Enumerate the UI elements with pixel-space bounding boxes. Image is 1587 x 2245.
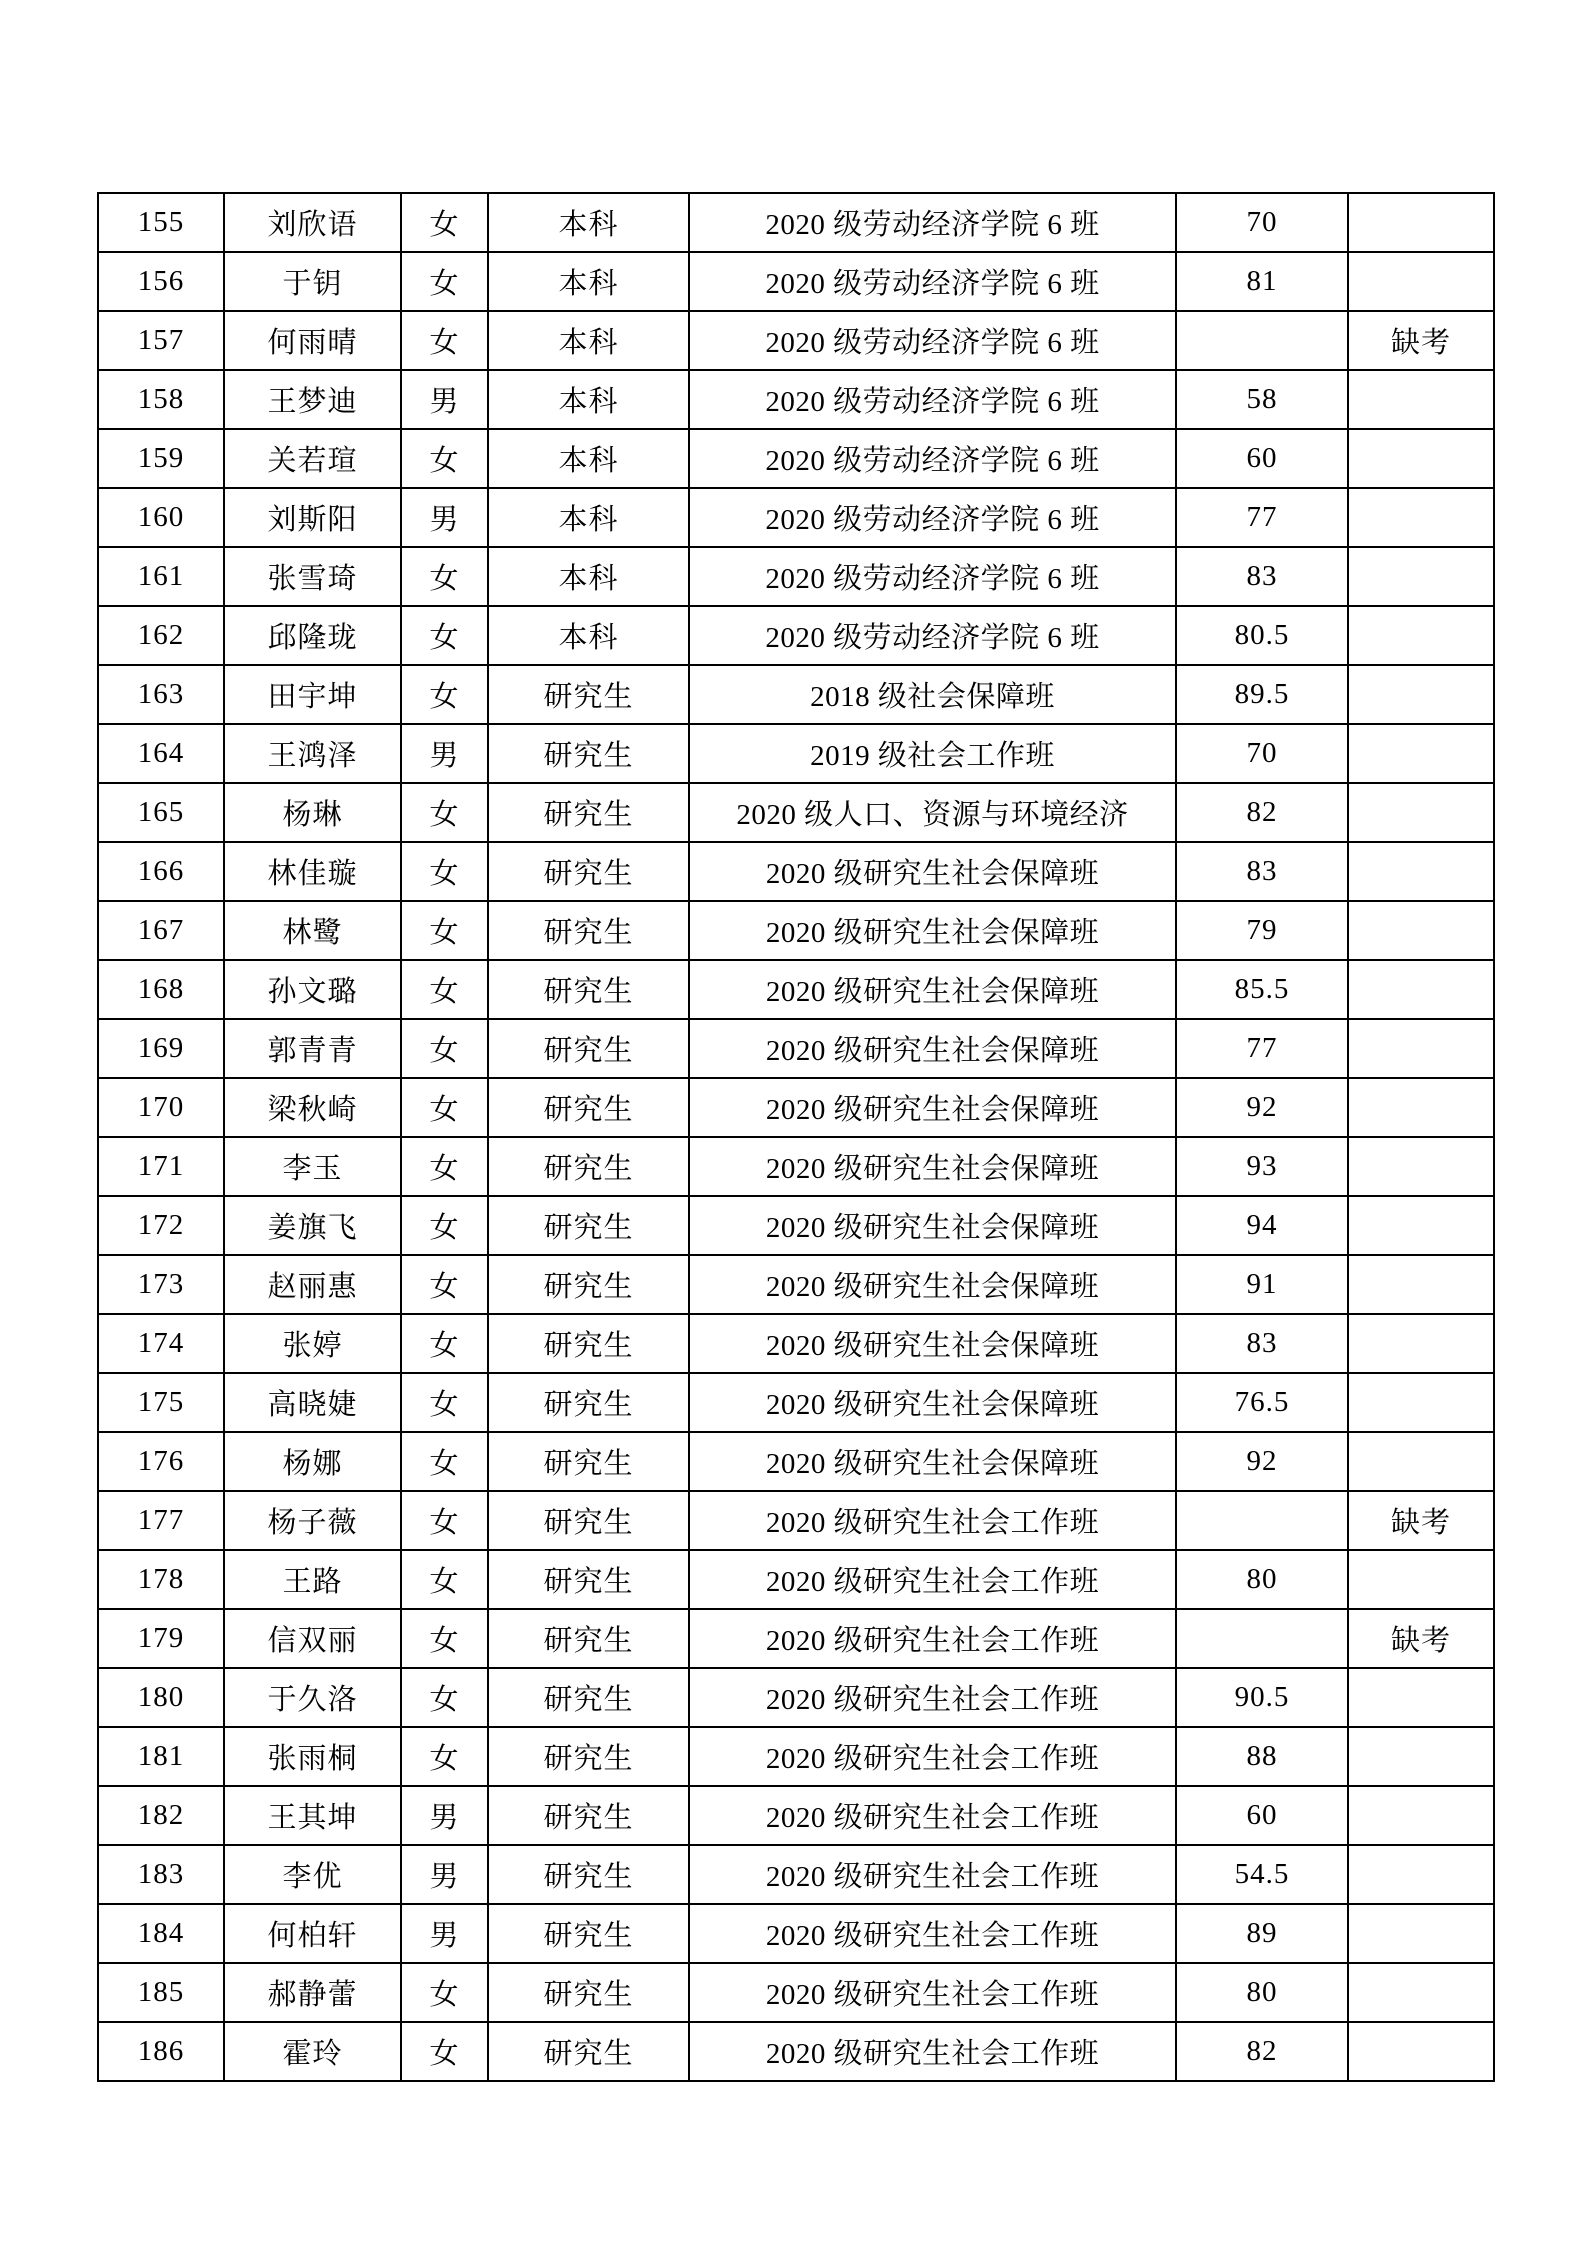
table-row [98,1196,1494,1255]
table-row [98,783,1494,842]
remark-cell [1348,1432,1494,1491]
table-row [98,1845,1494,1904]
table-row [98,488,1494,547]
serial-number-cell: 176 [98,1432,224,1491]
gender-cell: 女 [401,311,488,370]
student-name-cell: 邱隆珑 [224,606,401,665]
remark-cell [1348,252,1494,311]
degree-level-cell: 研究生 [488,1432,689,1491]
serial-number-cell: 164 [98,724,224,783]
serial-number-cell: 181 [98,1727,224,1786]
gender-cell: 女 [401,1432,488,1491]
student-score-table [97,192,1495,2082]
degree-level-cell: 本科 [488,193,689,252]
student-name-cell: 刘欣语 [224,193,401,252]
class-name-cell: 2020 级研究生社会保障班 [689,1373,1176,1432]
score-cell: 76.5 [1176,1373,1348,1432]
student-name-cell: 何雨晴 [224,311,401,370]
table-row [98,842,1494,901]
table-row [98,429,1494,488]
table-row [98,1904,1494,1963]
remark-cell [1348,2022,1494,2081]
serial-number-cell: 168 [98,960,224,1019]
score-cell: 92 [1176,1432,1348,1491]
score-table-body [98,193,1494,2081]
score-cell: 70 [1176,193,1348,252]
serial-number-cell: 180 [98,1668,224,1727]
student-name-cell: 张婷 [224,1314,401,1373]
table-row [98,1137,1494,1196]
gender-cell: 男 [401,724,488,783]
student-name-cell: 王梦迪 [224,370,401,429]
degree-level-cell: 研究生 [488,783,689,842]
degree-level-cell: 本科 [488,606,689,665]
remark-cell: 缺考 [1348,1609,1494,1668]
score-cell: 81 [1176,252,1348,311]
degree-level-cell: 本科 [488,429,689,488]
student-name-cell: 张雪琦 [224,547,401,606]
degree-level-cell: 本科 [488,252,689,311]
serial-number-cell: 179 [98,1609,224,1668]
serial-number-cell: 158 [98,370,224,429]
serial-number-cell: 169 [98,1019,224,1078]
remark-cell [1348,724,1494,783]
serial-number-cell: 177 [98,1491,224,1550]
degree-level-cell: 研究生 [488,1786,689,1845]
degree-level-cell: 研究生 [488,960,689,1019]
table-row [98,1668,1494,1727]
gender-cell: 女 [401,547,488,606]
score-cell: 80 [1176,1550,1348,1609]
serial-number-cell: 159 [98,429,224,488]
remark-cell [1348,1314,1494,1373]
gender-cell: 女 [401,1609,488,1668]
score-cell: 83 [1176,842,1348,901]
serial-number-cell: 186 [98,2022,224,2081]
student-name-cell: 姜旗飞 [224,1196,401,1255]
student-name-cell: 李玉 [224,1137,401,1196]
class-name-cell: 2020 级劳动经济学院 6 班 [689,252,1176,311]
gender-cell: 女 [401,193,488,252]
remark-cell [1348,1904,1494,1963]
score-cell: 89.5 [1176,665,1348,724]
degree-level-cell: 研究生 [488,724,689,783]
table-row [98,1432,1494,1491]
remark-cell [1348,1550,1494,1609]
degree-level-cell: 研究生 [488,1196,689,1255]
student-name-cell: 张雨桐 [224,1727,401,1786]
degree-level-cell: 本科 [488,370,689,429]
table-row [98,1255,1494,1314]
score-cell: 80 [1176,1963,1348,2022]
student-name-cell: 刘斯阳 [224,488,401,547]
remark-cell [1348,960,1494,1019]
serial-number-cell: 171 [98,1137,224,1196]
degree-level-cell: 研究生 [488,842,689,901]
remark-cell [1348,1373,1494,1432]
student-name-cell: 郝静蕾 [224,1963,401,2022]
class-name-cell: 2020 级研究生社会保障班 [689,1137,1176,1196]
class-name-cell: 2020 级人口、资源与环境经济 [689,783,1176,842]
serial-number-cell: 163 [98,665,224,724]
gender-cell: 女 [401,2022,488,2081]
remark-cell [1348,1019,1494,1078]
gender-cell: 女 [401,842,488,901]
serial-number-cell: 166 [98,842,224,901]
degree-level-cell: 研究生 [488,1904,689,1963]
degree-level-cell: 研究生 [488,1550,689,1609]
gender-cell: 女 [401,960,488,1019]
gender-cell: 女 [401,1137,488,1196]
remark-cell [1348,1786,1494,1845]
class-name-cell: 2020 级研究生社会工作班 [689,1491,1176,1550]
serial-number-cell: 182 [98,1786,224,1845]
remark-cell [1348,1255,1494,1314]
degree-level-cell: 研究生 [488,1845,689,1904]
score-cell: 82 [1176,2022,1348,2081]
gender-cell: 女 [401,429,488,488]
remark-cell [1348,1668,1494,1727]
class-name-cell: 2020 级研究生社会保障班 [689,1314,1176,1373]
table-row [98,1491,1494,1550]
serial-number-cell: 155 [98,193,224,252]
remark-cell [1348,193,1494,252]
class-name-cell: 2020 级研究生社会保障班 [689,1078,1176,1137]
gender-cell: 男 [401,370,488,429]
serial-number-cell: 156 [98,252,224,311]
gender-cell: 男 [401,1786,488,1845]
class-name-cell: 2018 级社会保障班 [689,665,1176,724]
gender-cell: 女 [401,1550,488,1609]
gender-cell: 女 [401,901,488,960]
table-row [98,606,1494,665]
degree-level-cell: 研究生 [488,1963,689,2022]
degree-level-cell: 研究生 [488,1137,689,1196]
student-name-cell: 赵丽惠 [224,1255,401,1314]
serial-number-cell: 183 [98,1845,224,1904]
gender-cell: 女 [401,1196,488,1255]
gender-cell: 女 [401,1668,488,1727]
remark-cell [1348,1196,1494,1255]
score-cell: 93 [1176,1137,1348,1196]
score-cell [1176,1491,1348,1550]
remark-cell [1348,1963,1494,2022]
gender-cell: 女 [401,1078,488,1137]
serial-number-cell: 157 [98,311,224,370]
gender-cell: 男 [401,1845,488,1904]
student-name-cell: 高晓婕 [224,1373,401,1432]
score-cell: 92 [1176,1078,1348,1137]
table-row [98,960,1494,1019]
remark-cell [1348,429,1494,488]
remark-cell [1348,547,1494,606]
gender-cell: 女 [401,1963,488,2022]
class-name-cell: 2020 级研究生社会保障班 [689,1019,1176,1078]
table-row [98,901,1494,960]
serial-number-cell: 174 [98,1314,224,1373]
gender-cell: 女 [401,1727,488,1786]
degree-level-cell: 研究生 [488,1491,689,1550]
degree-level-cell: 本科 [488,311,689,370]
gender-cell: 女 [401,252,488,311]
class-name-cell: 2020 级研究生社会工作班 [689,1727,1176,1786]
table-row [98,1963,1494,2022]
table-row [98,311,1494,370]
student-name-cell: 王其坤 [224,1786,401,1845]
score-cell: 83 [1176,1314,1348,1373]
degree-level-cell: 研究生 [488,1255,689,1314]
score-cell: 58 [1176,370,1348,429]
student-name-cell: 王鸿泽 [224,724,401,783]
table-row [98,1786,1494,1845]
class-name-cell: 2020 级研究生社会工作班 [689,1609,1176,1668]
class-name-cell: 2020 级研究生社会保障班 [689,960,1176,1019]
serial-number-cell: 167 [98,901,224,960]
remark-cell: 缺考 [1348,1491,1494,1550]
serial-number-cell: 165 [98,783,224,842]
remark-cell [1348,665,1494,724]
score-cell: 83 [1176,547,1348,606]
table-row [98,1373,1494,1432]
score-cell: 90.5 [1176,1668,1348,1727]
remark-cell: 缺考 [1348,311,1494,370]
class-name-cell: 2020 级研究生社会工作班 [689,1963,1176,2022]
serial-number-cell: 185 [98,1963,224,2022]
remark-cell [1348,1137,1494,1196]
class-name-cell: 2020 级研究生社会工作班 [689,1550,1176,1609]
score-cell [1176,311,1348,370]
degree-level-cell: 研究生 [488,665,689,724]
degree-level-cell: 本科 [488,488,689,547]
student-name-cell: 田宇坤 [224,665,401,724]
class-name-cell: 2020 级研究生社会保障班 [689,842,1176,901]
student-name-cell: 信双丽 [224,1609,401,1668]
score-cell: 82 [1176,783,1348,842]
score-cell: 77 [1176,488,1348,547]
remark-cell [1348,1727,1494,1786]
gender-cell: 女 [401,1373,488,1432]
class-name-cell: 2020 级劳动经济学院 6 班 [689,311,1176,370]
remark-cell [1348,842,1494,901]
table-row [98,2022,1494,2081]
class-name-cell: 2020 级劳动经济学院 6 班 [689,193,1176,252]
serial-number-cell: 161 [98,547,224,606]
student-name-cell: 关若瑄 [224,429,401,488]
score-cell: 89 [1176,1904,1348,1963]
class-name-cell: 2020 级研究生社会工作班 [689,1668,1176,1727]
degree-level-cell: 研究生 [488,1314,689,1373]
score-cell: 94 [1176,1196,1348,1255]
student-name-cell: 李优 [224,1845,401,1904]
class-name-cell: 2020 级研究生社会保障班 [689,901,1176,960]
class-name-cell: 2020 级劳动经济学院 6 班 [689,488,1176,547]
gender-cell: 女 [401,783,488,842]
gender-cell: 男 [401,488,488,547]
student-name-cell: 王路 [224,1550,401,1609]
class-name-cell: 2020 级劳动经济学院 6 班 [689,370,1176,429]
student-name-cell: 杨琳 [224,783,401,842]
degree-level-cell: 研究生 [488,1668,689,1727]
gender-cell: 女 [401,1255,488,1314]
gender-cell: 女 [401,606,488,665]
score-cell: 85.5 [1176,960,1348,1019]
serial-number-cell: 184 [98,1904,224,1963]
class-name-cell: 2020 级研究生社会工作班 [689,1786,1176,1845]
class-name-cell: 2020 级研究生社会工作班 [689,1904,1176,1963]
degree-level-cell: 研究生 [488,901,689,960]
class-name-cell: 2020 级研究生社会保障班 [689,1255,1176,1314]
remark-cell [1348,1845,1494,1904]
class-name-cell: 2020 级研究生社会保障班 [689,1432,1176,1491]
table-row [98,1078,1494,1137]
class-name-cell: 2020 级研究生社会工作班 [689,1845,1176,1904]
student-name-cell: 孙文璐 [224,960,401,1019]
gender-cell: 女 [401,1019,488,1078]
score-cell: 88 [1176,1727,1348,1786]
gender-cell: 男 [401,1904,488,1963]
student-name-cell: 梁秋崎 [224,1078,401,1137]
serial-number-cell: 175 [98,1373,224,1432]
serial-number-cell: 172 [98,1196,224,1255]
degree-level-cell: 研究生 [488,2022,689,2081]
degree-level-cell: 研究生 [488,1078,689,1137]
serial-number-cell: 173 [98,1255,224,1314]
table-row [98,1609,1494,1668]
table-row [98,1314,1494,1373]
degree-level-cell: 研究生 [488,1727,689,1786]
gender-cell: 女 [401,665,488,724]
degree-level-cell: 研究生 [488,1609,689,1668]
serial-number-cell: 170 [98,1078,224,1137]
score-cell: 77 [1176,1019,1348,1078]
remark-cell [1348,370,1494,429]
score-cell: 91 [1176,1255,1348,1314]
score-cell: 60 [1176,429,1348,488]
student-name-cell: 杨娜 [224,1432,401,1491]
student-name-cell: 于久洛 [224,1668,401,1727]
table-row [98,193,1494,252]
score-cell: 60 [1176,1786,1348,1845]
gender-cell: 女 [401,1491,488,1550]
remark-cell [1348,606,1494,665]
class-name-cell: 2020 级研究生社会保障班 [689,1196,1176,1255]
student-name-cell: 郭青青 [224,1019,401,1078]
gender-cell: 女 [401,1314,488,1373]
table-row [98,547,1494,606]
student-name-cell: 何柏轩 [224,1904,401,1963]
remark-cell [1348,901,1494,960]
score-cell: 79 [1176,901,1348,960]
student-name-cell: 林鹭 [224,901,401,960]
serial-number-cell: 178 [98,1550,224,1609]
score-cell: 54.5 [1176,1845,1348,1904]
student-name-cell: 霍玲 [224,2022,401,2081]
table-row [98,252,1494,311]
table-row [98,1727,1494,1786]
serial-number-cell: 162 [98,606,224,665]
student-name-cell: 杨子薇 [224,1491,401,1550]
degree-level-cell: 本科 [488,547,689,606]
remark-cell [1348,1078,1494,1137]
class-name-cell: 2020 级劳动经济学院 6 班 [689,606,1176,665]
score-cell: 80.5 [1176,606,1348,665]
table-row [98,665,1494,724]
class-name-cell: 2020 级劳动经济学院 6 班 [689,429,1176,488]
table-row [98,724,1494,783]
degree-level-cell: 研究生 [488,1019,689,1078]
score-cell [1176,1609,1348,1668]
score-cell: 70 [1176,724,1348,783]
remark-cell [1348,783,1494,842]
class-name-cell: 2020 级研究生社会工作班 [689,2022,1176,2081]
table-row [98,370,1494,429]
table-row [98,1019,1494,1078]
degree-level-cell: 研究生 [488,1373,689,1432]
class-name-cell: 2020 级劳动经济学院 6 班 [689,547,1176,606]
student-name-cell: 于钥 [224,252,401,311]
remark-cell [1348,488,1494,547]
class-name-cell: 2019 级社会工作班 [689,724,1176,783]
serial-number-cell: 160 [98,488,224,547]
table-row [98,1550,1494,1609]
student-name-cell: 林佳璇 [224,842,401,901]
